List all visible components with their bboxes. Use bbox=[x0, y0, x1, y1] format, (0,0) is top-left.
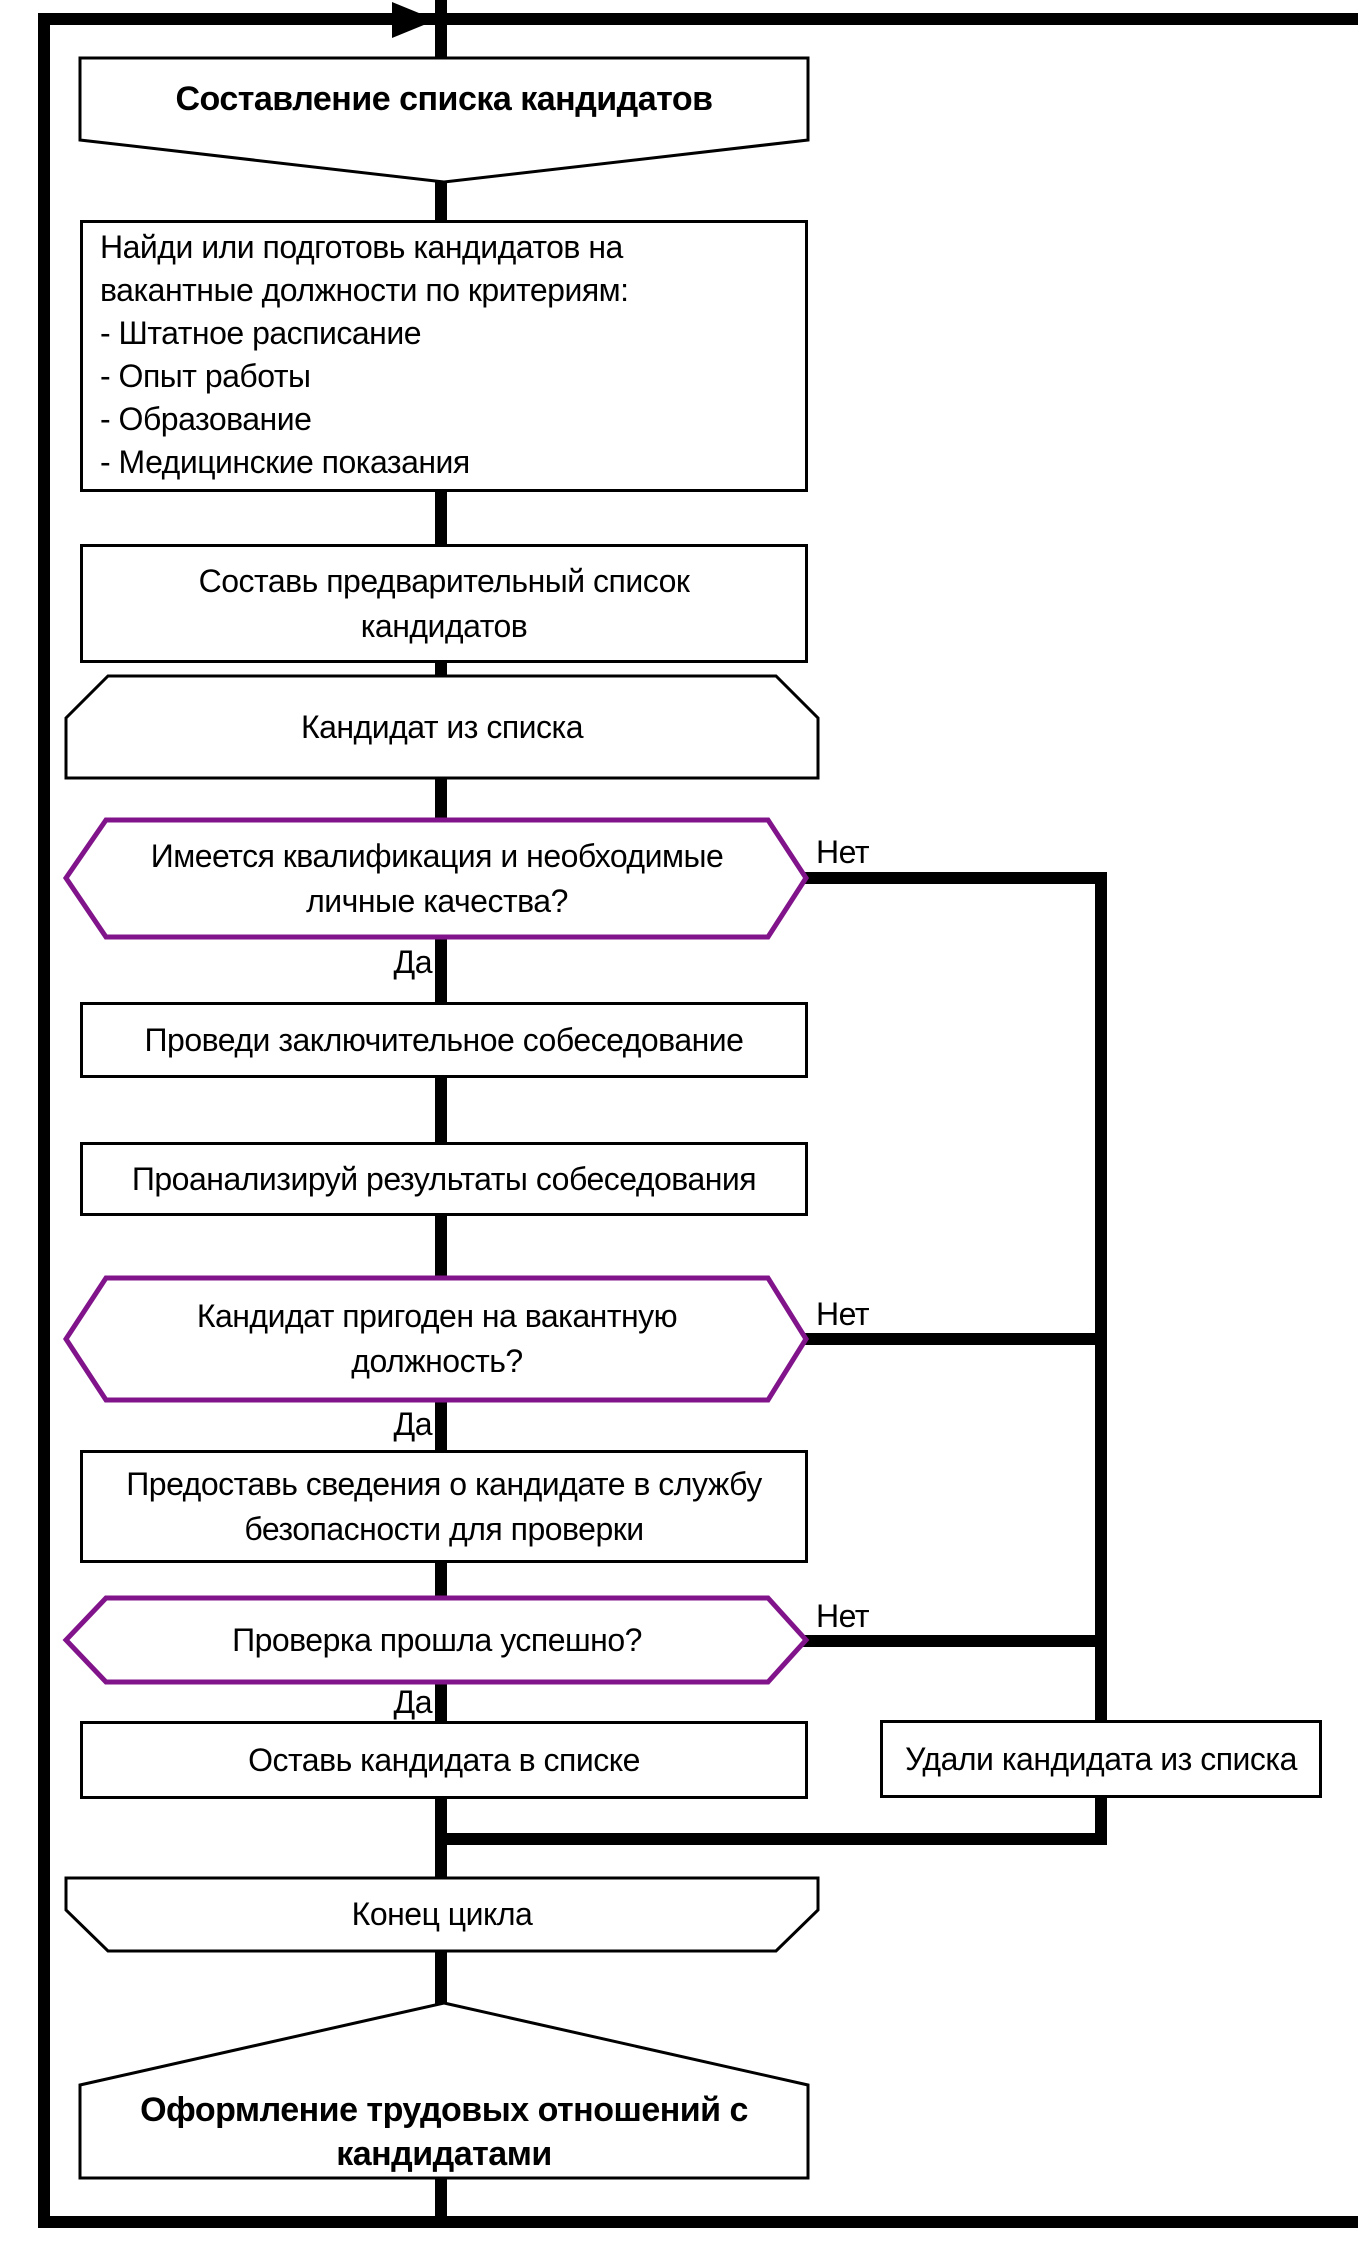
decision-qualification-line1: Имеется квалификация и необходимые bbox=[150, 837, 724, 874]
make-preliminary-list-label bbox=[80, 544, 808, 663]
find-candidates-line2: вакантные должности по критериям: bbox=[100, 272, 629, 308]
analyze-results-label bbox=[80, 1142, 808, 1216]
candidate-from-list-label bbox=[66, 676, 818, 778]
candidate-from-list-text: Кандидат из списка bbox=[300, 708, 584, 745]
make-preliminary-list-line2: кандидатов bbox=[360, 607, 528, 644]
yes-label-2: Да bbox=[393, 1406, 432, 1442]
final-interview-text: Проведи заключительное собеседование bbox=[144, 1021, 744, 1058]
decision-suitable-line2: должность? bbox=[351, 1343, 523, 1379]
loop-end-text: Конец цикла bbox=[351, 1896, 533, 1932]
yes-label-1: Да bbox=[393, 944, 432, 980]
no-label-2: Нет bbox=[816, 1296, 869, 1332]
make-preliminary-list-line1: Составь предварительный список bbox=[198, 562, 690, 599]
find-candidates-line3: - Штатное расписание bbox=[100, 315, 422, 351]
end-banner-label bbox=[80, 2085, 808, 2178]
end-banner-line1: Оформление трудовых отношений с bbox=[140, 2090, 748, 2129]
end-banner-line2: кандидатами bbox=[336, 2134, 552, 2173]
no-label-1: Нет bbox=[816, 834, 869, 870]
find-candidates-line6: - Медицинские показания bbox=[100, 444, 470, 480]
security-check-label bbox=[80, 1450, 808, 1563]
security-check-line1: Предоставь сведения о кандидате в службу bbox=[126, 1465, 762, 1502]
decision-qualification-label bbox=[106, 820, 768, 937]
remove-candidate-text: Удали кандидата из списка bbox=[905, 1740, 1297, 1777]
find-candidates-line5: - Образование bbox=[100, 401, 312, 437]
no-label-3: Нет bbox=[816, 1598, 869, 1634]
final-interview-label bbox=[80, 1002, 808, 1078]
decision-check-passed-text: Проверка прошла успешно? bbox=[232, 1621, 642, 1658]
loop-start-banner-text: Составление списка кандидатов bbox=[175, 80, 713, 118]
find-candidates-label bbox=[100, 226, 790, 486]
find-candidates-line4: - Опыт работы bbox=[100, 358, 311, 394]
find-candidates-line1: Найди или подготовь кандидатов на bbox=[100, 229, 623, 265]
keep-candidate-label bbox=[80, 1721, 808, 1799]
analyze-results-text: Проанализируй результаты собеседования bbox=[131, 1160, 757, 1197]
loop-start-banner-label bbox=[80, 58, 808, 140]
keep-candidate-text: Оставь кандидата в списке bbox=[248, 1741, 640, 1778]
remove-candidate-label bbox=[880, 1720, 1322, 1798]
decision-check-passed-label bbox=[106, 1598, 768, 1682]
loop-end-label bbox=[66, 1878, 818, 1951]
decision-suitable-line1: Кандидат пригоден на вакантную bbox=[196, 1298, 678, 1334]
decision-qualification-line2: личные качества? bbox=[306, 882, 568, 919]
decision-suitable-label bbox=[106, 1278, 768, 1400]
security-check-line2: безопасности для проверки bbox=[244, 1510, 644, 1547]
yes-label-3: Да bbox=[393, 1684, 432, 1720]
